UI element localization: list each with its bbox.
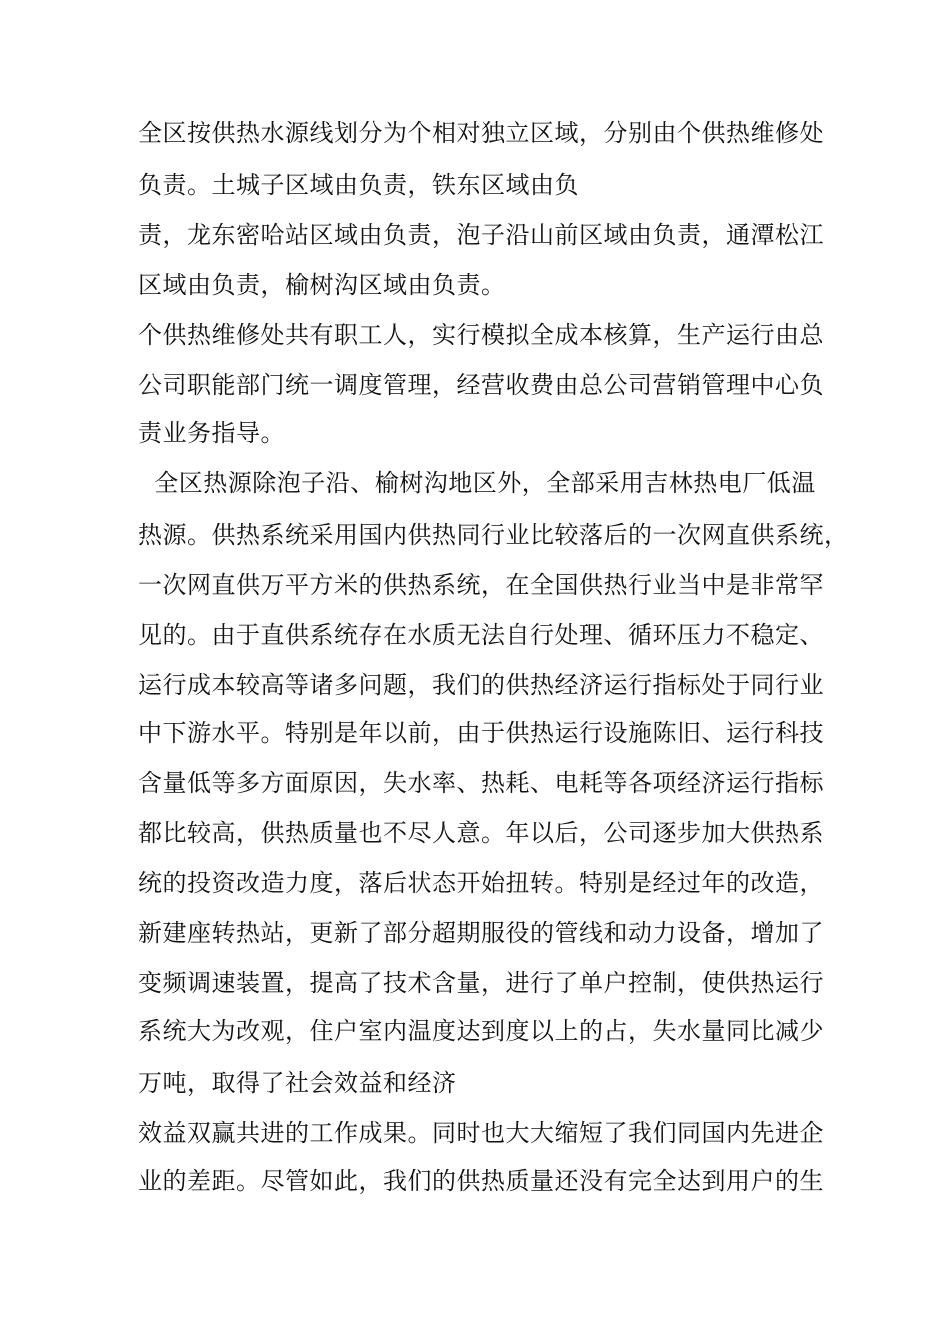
text-line: 变频调速装置，提高了技术含量，进行了单户控制，使供热运行: [138, 969, 824, 997]
text-line: 热源。供热系统采用国内供热同行业比较落后的一次网直供系统，: [138, 521, 849, 549]
text-line: 含量低等多方面原因，失水率、热耗、电耗等各项经济运行指标: [138, 769, 824, 797]
text-line: 一次网直供万平方米的供热系统，在全国供热行业当中是非常罕: [138, 571, 824, 599]
text-line: 都比较高，供热质量也不尽人意。年以后，公司逐步加大供热系: [138, 819, 824, 847]
text-line: 万吨，取得了社会效益和经济: [138, 1069, 457, 1097]
text-line: 新建座转热站，更新了部分超期服役的管线和动力设备，增加了: [138, 919, 824, 947]
text-line: 区域由负责，榆树沟区域由负责。: [138, 271, 506, 299]
text-line: 全区按供热水源线划分为个相对独立区域，分别由个供热维修处: [138, 119, 824, 147]
text-line: 责，龙东密哈站区域由负责，泡子沿山前区域由负责，通潭松江: [138, 221, 824, 249]
text-line: 业的差距。尽管如此，我们的供热质量还没有完全达到用户的生: [138, 1167, 824, 1195]
text-line: 系统大为改观，住户室内温度达到度以上的占，失水量同比减少: [138, 1017, 824, 1045]
text-line: 负责。土城子区域由负责，铁东区域由负: [138, 171, 579, 199]
text-line: 全区热源除泡子沿、榆树沟地区外，全部采用吉林热电厂低温: [138, 469, 816, 497]
text-line: 个供热维修处共有职工人，实行模拟全成本核算，生产运行由总: [138, 321, 824, 349]
text-line: 中下游水平。特别是年以前，由于供热运行设施陈旧、运行科技: [138, 719, 824, 747]
text-line: 效益双赢共进的工作成果。同时也大大缩短了我们同国内先进企: [138, 1119, 824, 1147]
text-line: 统的投资改造力度，落后状态开始扭转。特别是经过年的改造，: [138, 869, 824, 897]
text-line: 运行成本较高等诸多问题，我们的供热经济运行指标处于同行业: [138, 671, 824, 699]
text-line: 责业务指导。: [138, 419, 285, 447]
text-line: 公司职能部门统一调度管理，经营收费由总公司营销管理中心负: [138, 371, 824, 399]
text-line: 见的。由于直供系统存在水质无法自行处理、循环压力不稳定、: [138, 621, 824, 649]
